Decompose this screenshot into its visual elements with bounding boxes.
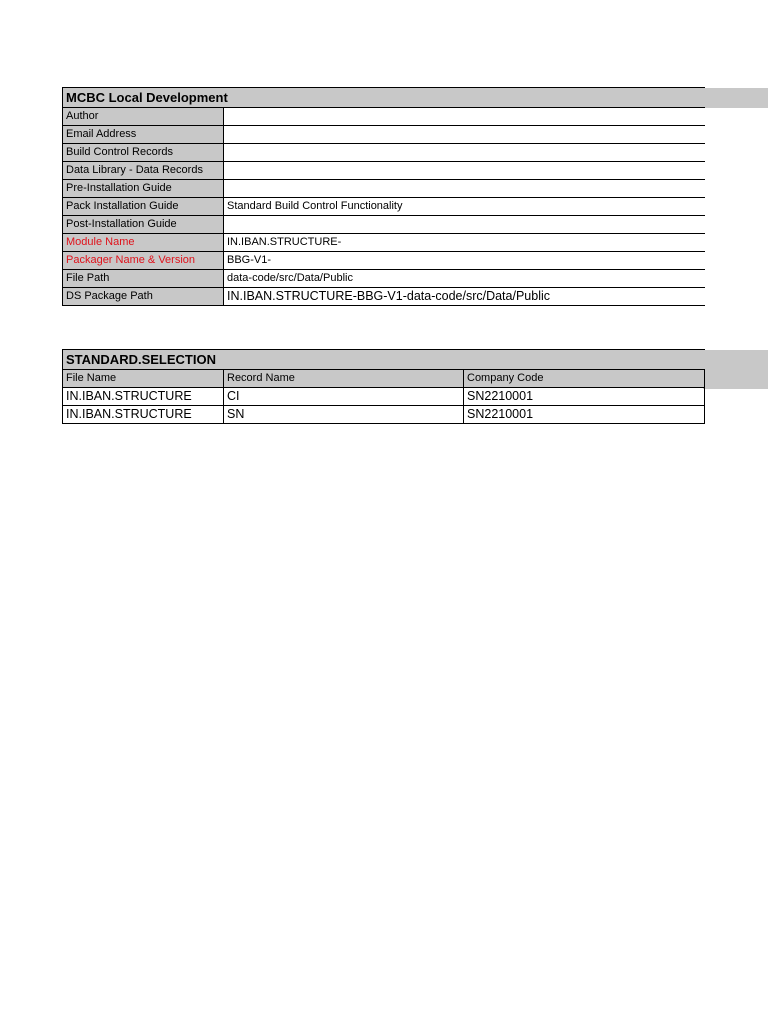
packager-name-label[interactable]: Packager Name & Version <box>63 252 224 270</box>
post-installation-label[interactable]: Post-Installation Guide <box>63 216 224 234</box>
pack-installation-label[interactable]: Pack Installation Guide <box>63 198 224 216</box>
data-library-label[interactable]: Data Library - Data Records <box>63 162 224 180</box>
table-row <box>63 252 705 270</box>
standard-selection-table <box>62 349 705 424</box>
pre-installation-value[interactable] <box>224 180 705 198</box>
file-name-cell[interactable]: IN.IBAN.STRUCTURE <box>63 406 224 424</box>
standard-selection-header-row <box>63 350 705 370</box>
build-control-records-value[interactable] <box>224 144 705 162</box>
header-fill-extension <box>703 350 768 389</box>
table-row <box>63 234 705 252</box>
table-row <box>63 406 705 424</box>
file-path-label[interactable]: File Path <box>63 270 224 288</box>
table-row <box>63 162 705 180</box>
post-installation-value[interactable] <box>224 216 705 234</box>
pack-installation-value[interactable]: Standard Build Control Functionality <box>224 198 705 216</box>
column-header-row <box>63 370 705 388</box>
table-row <box>63 180 705 198</box>
table-row <box>63 216 705 234</box>
email-label[interactable]: Email Address <box>63 126 224 144</box>
packager-name-value[interactable]: BBG-V1- <box>224 252 705 270</box>
module-info-title[interactable]: MCBC Local Development <box>63 88 705 108</box>
table-row <box>63 388 705 406</box>
author-label[interactable]: Author <box>63 108 224 126</box>
file-name-cell[interactable]: IN.IBAN.STRUCTURE <box>63 388 224 406</box>
header-fill-extension <box>703 88 768 108</box>
author-value[interactable] <box>224 108 705 126</box>
table-row <box>63 288 705 306</box>
company-code-cell[interactable]: SN2210001 <box>464 388 705 406</box>
record-name-cell[interactable]: CI <box>224 388 464 406</box>
table-row <box>63 108 705 126</box>
column-header-company-code[interactable]: Company Code <box>464 370 705 388</box>
ds-package-path-value[interactable]: IN.IBAN.STRUCTURE-BBG-V1-data-code/src/Data/Public <box>224 288 705 306</box>
company-code-cell[interactable]: SN2210001 <box>464 406 705 424</box>
column-header-record-name[interactable]: Record Name <box>224 370 464 388</box>
module-name-label[interactable]: Module Name <box>63 234 224 252</box>
build-control-records-label[interactable]: Build Control Records <box>63 144 224 162</box>
data-library-value[interactable] <box>224 162 705 180</box>
table-row <box>63 198 705 216</box>
module-name-value[interactable]: IN.IBAN.STRUCTURE- <box>224 234 705 252</box>
email-value[interactable] <box>224 126 705 144</box>
table-row <box>63 126 705 144</box>
ds-package-path-label[interactable]: DS Package Path <box>63 288 224 306</box>
module-info-header-row <box>63 88 705 108</box>
standard-selection-title[interactable]: STANDARD.SELECTION <box>63 350 705 370</box>
pre-installation-label[interactable]: Pre-Installation Guide <box>63 180 224 198</box>
file-path-value[interactable]: data-code/src/Data/Public <box>224 270 705 288</box>
record-name-cell[interactable]: SN <box>224 406 464 424</box>
module-info-table <box>62 87 705 306</box>
table-row <box>63 270 705 288</box>
table-row <box>63 144 705 162</box>
column-header-file-name[interactable]: File Name <box>63 370 224 388</box>
